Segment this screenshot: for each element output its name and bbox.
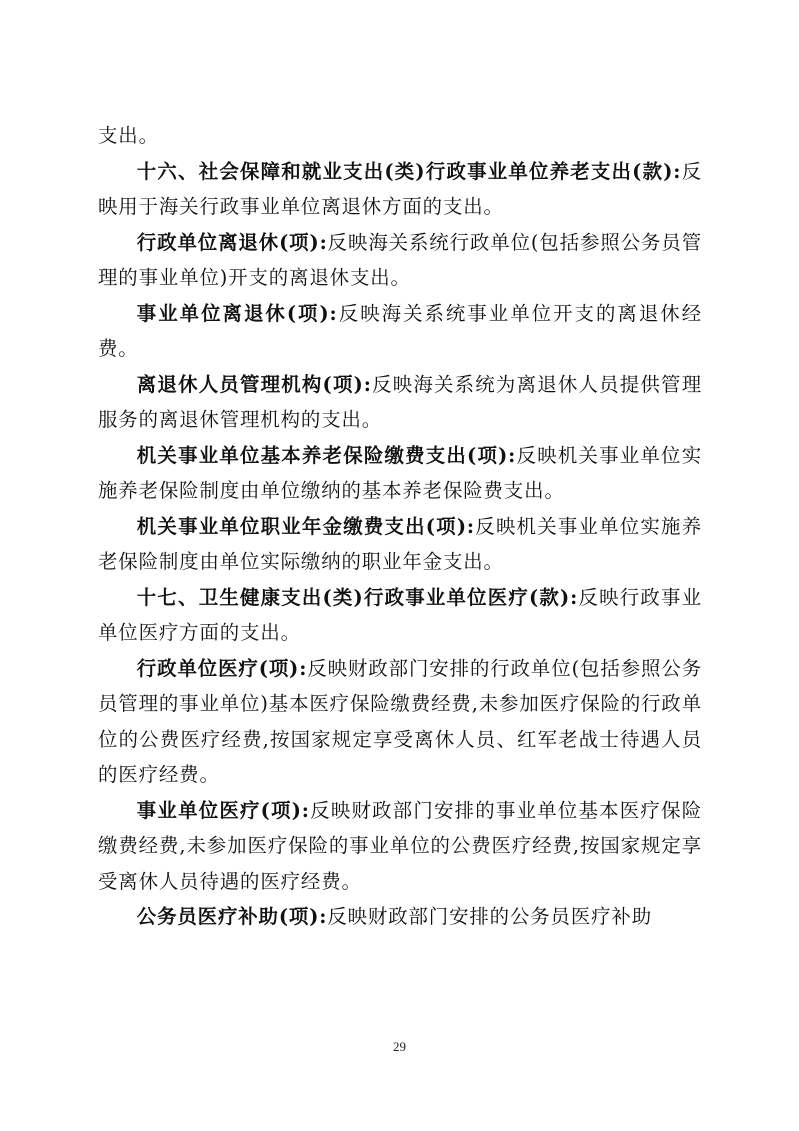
paragraph-11-term: 公务员医疗补助(项): bbox=[136, 905, 328, 928]
paragraph-10 bbox=[98, 793, 702, 900]
paragraph-8-text: 反映行政事业单位医疗方面的支出。 bbox=[98, 585, 702, 644]
paragraph-7-term: 机关事业单位职业年金缴费支出(项): bbox=[136, 514, 475, 538]
paragraph-5-term: 离退休人员管理机构(项): bbox=[136, 372, 372, 396]
paragraph-10-text: 反映财政部门安排的事业单位基本医疗保险缴费经费,未参加医疗保险的事业单位的公费医疗经费,按国家规定享受离休人员待遇的医疗经费。 bbox=[98, 798, 702, 893]
paragraph-6-term: 机关事业单位基本养老保险缴费支出(项): bbox=[136, 443, 517, 467]
paragraph-2 bbox=[98, 154, 702, 225]
paragraph-1-text: 支出。 bbox=[98, 124, 159, 147]
paragraph-2-text: 反映用于海关行政事业单位离退休方面的支出。 bbox=[98, 159, 702, 218]
page-number: 29 bbox=[393, 1039, 406, 1054]
paragraph-11-text: 反映财政部门安排的公务员医疗补助 bbox=[327, 905, 652, 928]
paragraph-3-term: 行政单位离退休(项): bbox=[136, 230, 328, 254]
paragraph-7-text: 反映机关事业单位实施养老保险制度由单位实际缴纳的职业年金支出。 bbox=[98, 514, 702, 573]
paragraph-7 bbox=[98, 509, 702, 580]
paragraph-3 bbox=[98, 225, 702, 296]
paragraph-4-text: 反映海关系统事业单位开支的离退休经费。 bbox=[98, 301, 702, 360]
paragraph-2-term: 十六、社会保障和就业支出(类)行政事业单位养老支出(款): bbox=[136, 159, 682, 183]
paragraph-9-term: 行政单位医疗(项): bbox=[136, 656, 308, 680]
paragraph-4 bbox=[98, 296, 702, 367]
paragraph-8 bbox=[98, 580, 702, 651]
paragraph-5 bbox=[98, 367, 702, 438]
paragraph-9 bbox=[98, 651, 702, 793]
paragraph-6 bbox=[98, 438, 702, 509]
paragraph-4-term: 事业单位离退休(项): bbox=[136, 301, 338, 325]
document-page bbox=[98, 118, 702, 935]
paragraph-11 bbox=[98, 899, 702, 935]
paragraph-1 bbox=[98, 118, 702, 154]
paragraph-8-term: 十七、卫生健康支出(类)行政事业单位医疗(款): bbox=[136, 585, 579, 609]
paragraph-9-text: 反映财政部门安排的行政单位(包括参照公务员管理的事业单位)基本医疗保险缴费经费,未参加医疗保险的行政单位的公费医疗经费,按国家规定享受离休人员、红军老战士待遇人员的医疗经费。 bbox=[98, 656, 702, 786]
paragraph-5-text: 反映海关系统为离退休人员提供管理服务的离退休管理机构的支出。 bbox=[98, 372, 702, 431]
paragraph-6-text: 反映机关事业单位实施养老保险制度由单位缴纳的基本养老保险费支出。 bbox=[98, 443, 702, 502]
paragraph-3-text: 反映海关系统行政单位(包括参照公务员管理的事业单位)开支的离退休支出。 bbox=[98, 230, 702, 289]
paragraph-10-term: 事业单位医疗(项): bbox=[136, 798, 310, 822]
